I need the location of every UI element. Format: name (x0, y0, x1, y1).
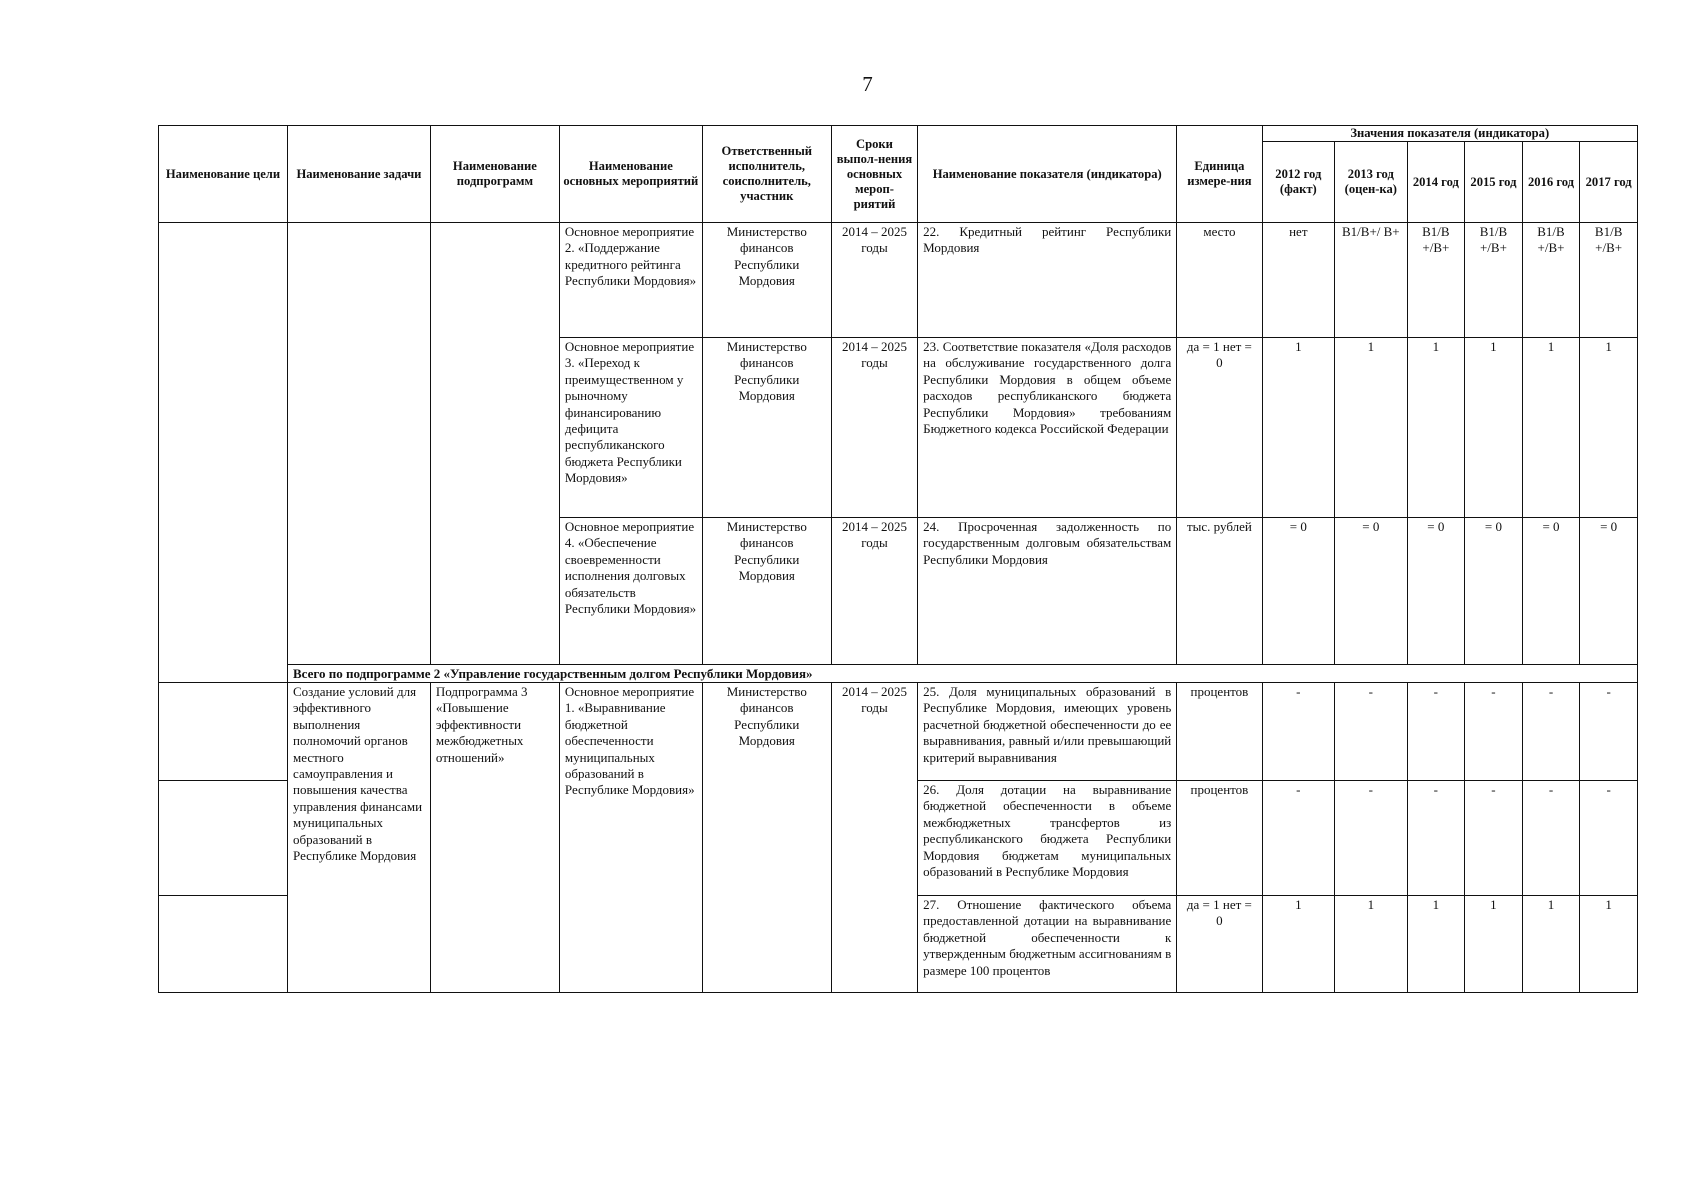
header-subprogram: Наименование подпрограмм (430, 126, 559, 223)
value-cell: - (1580, 683, 1638, 781)
value-cell: 1 (1335, 338, 1408, 518)
value-cell: 1 (1465, 896, 1523, 993)
value-cell: B1/B +/B+ (1580, 223, 1638, 338)
value-cell: B1/B +/B+ (1407, 223, 1465, 338)
value-cell: - (1335, 781, 1408, 896)
value-cell: - (1407, 781, 1465, 896)
header-task: Наименование задачи (288, 126, 431, 223)
table-row (159, 223, 1638, 338)
header-measures: Наименование основных мероприятий (559, 126, 702, 223)
goal-cell-continued (159, 781, 288, 896)
value-cell: - (1407, 683, 1465, 781)
header-values-group: Значения показателя (индикатора) (1262, 126, 1637, 142)
value-cell: 1 (1335, 896, 1408, 993)
value-cell: 1 (1407, 896, 1465, 993)
value-cell: = 0 (1335, 518, 1408, 665)
unit-cell: да = 1 нет = 0 (1177, 896, 1262, 993)
value-cell: = 0 (1522, 518, 1580, 665)
executor-cell: Министерство финансов Республики Мордовия (702, 518, 831, 665)
terms-cell: 2014 – 2025 годы (831, 223, 917, 338)
measure-cell: Основное мероприятие 1. «Выравнивание бюджетной обеспеченности муниципальных образований в Республике Мордовия» (559, 683, 702, 993)
value-cell: - (1262, 781, 1335, 896)
value-cell: - (1335, 683, 1408, 781)
value-cell: - (1580, 781, 1638, 896)
value-cell: = 0 (1262, 518, 1335, 665)
total-row-label: Всего по подпрограмме 2 «Управление государственным долгом Республики Мордовия» (288, 665, 1638, 683)
indicator-cell: 25. Доля муниципальных образований в Республике Мордовия, имеющих уровень расчетной бюджетной обеспеченности до ее выравнивания, равный и/или превышающий критерий выравнивания (918, 683, 1177, 781)
value-cell: - (1465, 781, 1523, 896)
header-year: 2017 год (1580, 142, 1638, 223)
header-executor: Ответственный исполнитель, соисполнитель, участник (702, 126, 831, 223)
indicator-cell: 27. Отношение фактического объема предоставленной дотации на выравнивание бюджетной обеспеченности к утвержденным бюджетным ассигнованиям в размере 100 процентов (918, 896, 1177, 993)
value-cell: 1 (1465, 338, 1523, 518)
goal-cell-continued (159, 683, 288, 781)
subprogram-cell (430, 223, 559, 665)
page-number: 7 (862, 72, 873, 96)
value-cell: 1 (1262, 338, 1335, 518)
value-cell: 1 (1522, 896, 1580, 993)
terms-cell: 2014 – 2025 годы (831, 683, 917, 993)
task-cell: Создание условий для эффективного выполнения полномочий органов местного самоуправления и повышения качества управления финансами муниципальных образований в Республике Мордовия (288, 683, 431, 993)
indicator-cell: 24. Просроченная задолженность по государственным долговым обязательствам Республики Мордовия (918, 518, 1177, 665)
value-cell: 1 (1522, 338, 1580, 518)
value-cell: = 0 (1580, 518, 1638, 665)
header-terms: Сроки выпол-нения основных мероп-риятий (831, 126, 917, 223)
value-cell: B1/B +/B+ (1522, 223, 1580, 338)
terms-cell: 2014 – 2025 годы (831, 338, 917, 518)
indicator-cell: 26. Доля дотации на выравнивание бюджетной обеспеченности в объеме межбюджетных трансфертов из республиканского бюджета Республики Мордовия бюджетам муниципальных образований в Республике Мордовия (918, 781, 1177, 896)
terms-cell: 2014 – 2025 годы (831, 518, 917, 665)
value-cell: - (1522, 683, 1580, 781)
unit-cell: процентов (1177, 781, 1262, 896)
goal-cell-continued (159, 896, 288, 993)
header-year: 2015 год (1465, 142, 1523, 223)
header-indicator: Наименование показателя (индикатора) (918, 126, 1177, 223)
header-unit: Единица измере-ния (1177, 126, 1262, 223)
value-cell: B1/B+/ B+ (1335, 223, 1408, 338)
value-cell: 1 (1262, 896, 1335, 993)
value-cell: 1 (1407, 338, 1465, 518)
unit-cell: да = 1 нет = 0 (1177, 338, 1262, 518)
indicator-cell: 22. Кредитный рейтинг Республики Мордовия (918, 223, 1177, 338)
value-cell: = 0 (1407, 518, 1465, 665)
executor-cell: Министерство финансов Республики Мордовия (702, 338, 831, 518)
value-cell: 1 (1580, 896, 1638, 993)
task-cell (288, 223, 431, 665)
value-cell: - (1522, 781, 1580, 896)
table-row (159, 683, 1638, 781)
header-year: 2012 год (факт) (1262, 142, 1335, 223)
unit-cell: процентов (1177, 683, 1262, 781)
total-row (159, 665, 1638, 683)
value-cell: 1 (1580, 338, 1638, 518)
header-goal: Наименование цели (159, 126, 288, 223)
value-cell: B1/B +/B+ (1465, 223, 1523, 338)
value-cell: = 0 (1465, 518, 1523, 665)
unit-cell: место (1177, 223, 1262, 338)
value-cell: - (1465, 683, 1523, 781)
header-year: 2014 год (1407, 142, 1465, 223)
value-cell: нет (1262, 223, 1335, 338)
header-year: 2016 год (1522, 142, 1580, 223)
unit-cell: тыс. рублей (1177, 518, 1262, 665)
executor-cell: Министерство финансов Республики Мордовия (702, 683, 831, 993)
executor-cell: Министерство финансов Республики Мордовия (702, 223, 831, 338)
value-cell: - (1262, 683, 1335, 781)
indicators-table (158, 125, 1638, 993)
goal-cell (159, 223, 288, 683)
measure-cell: Основное мероприятие 4. «Обеспечение своевременности исполнения долговых обязательств Республики Мордовия» (559, 518, 702, 665)
indicator-cell: 23. Соответствие показателя «Доля расходов на обслуживание государственного долга Республики Мордовия в общем объеме расходов республиканского бюджета Республики Мордовия» требованиям Бюджетного кодекса Российской Федерации (918, 338, 1177, 518)
measure-cell: Основное мероприятие 3. «Переход к преимущественном у рыночному финансированию дефицита республиканского бюджета Республики Мордовия» (559, 338, 702, 518)
measure-cell: Основное мероприятие 2. «Поддержание кредитного рейтинга Республики Мордовия» (559, 223, 702, 338)
subprogram-cell: Подпрограмма 3 «Повышение эффективности межбюджетных отношений» (430, 683, 559, 993)
header-year: 2013 год (оцен-ка) (1335, 142, 1408, 223)
